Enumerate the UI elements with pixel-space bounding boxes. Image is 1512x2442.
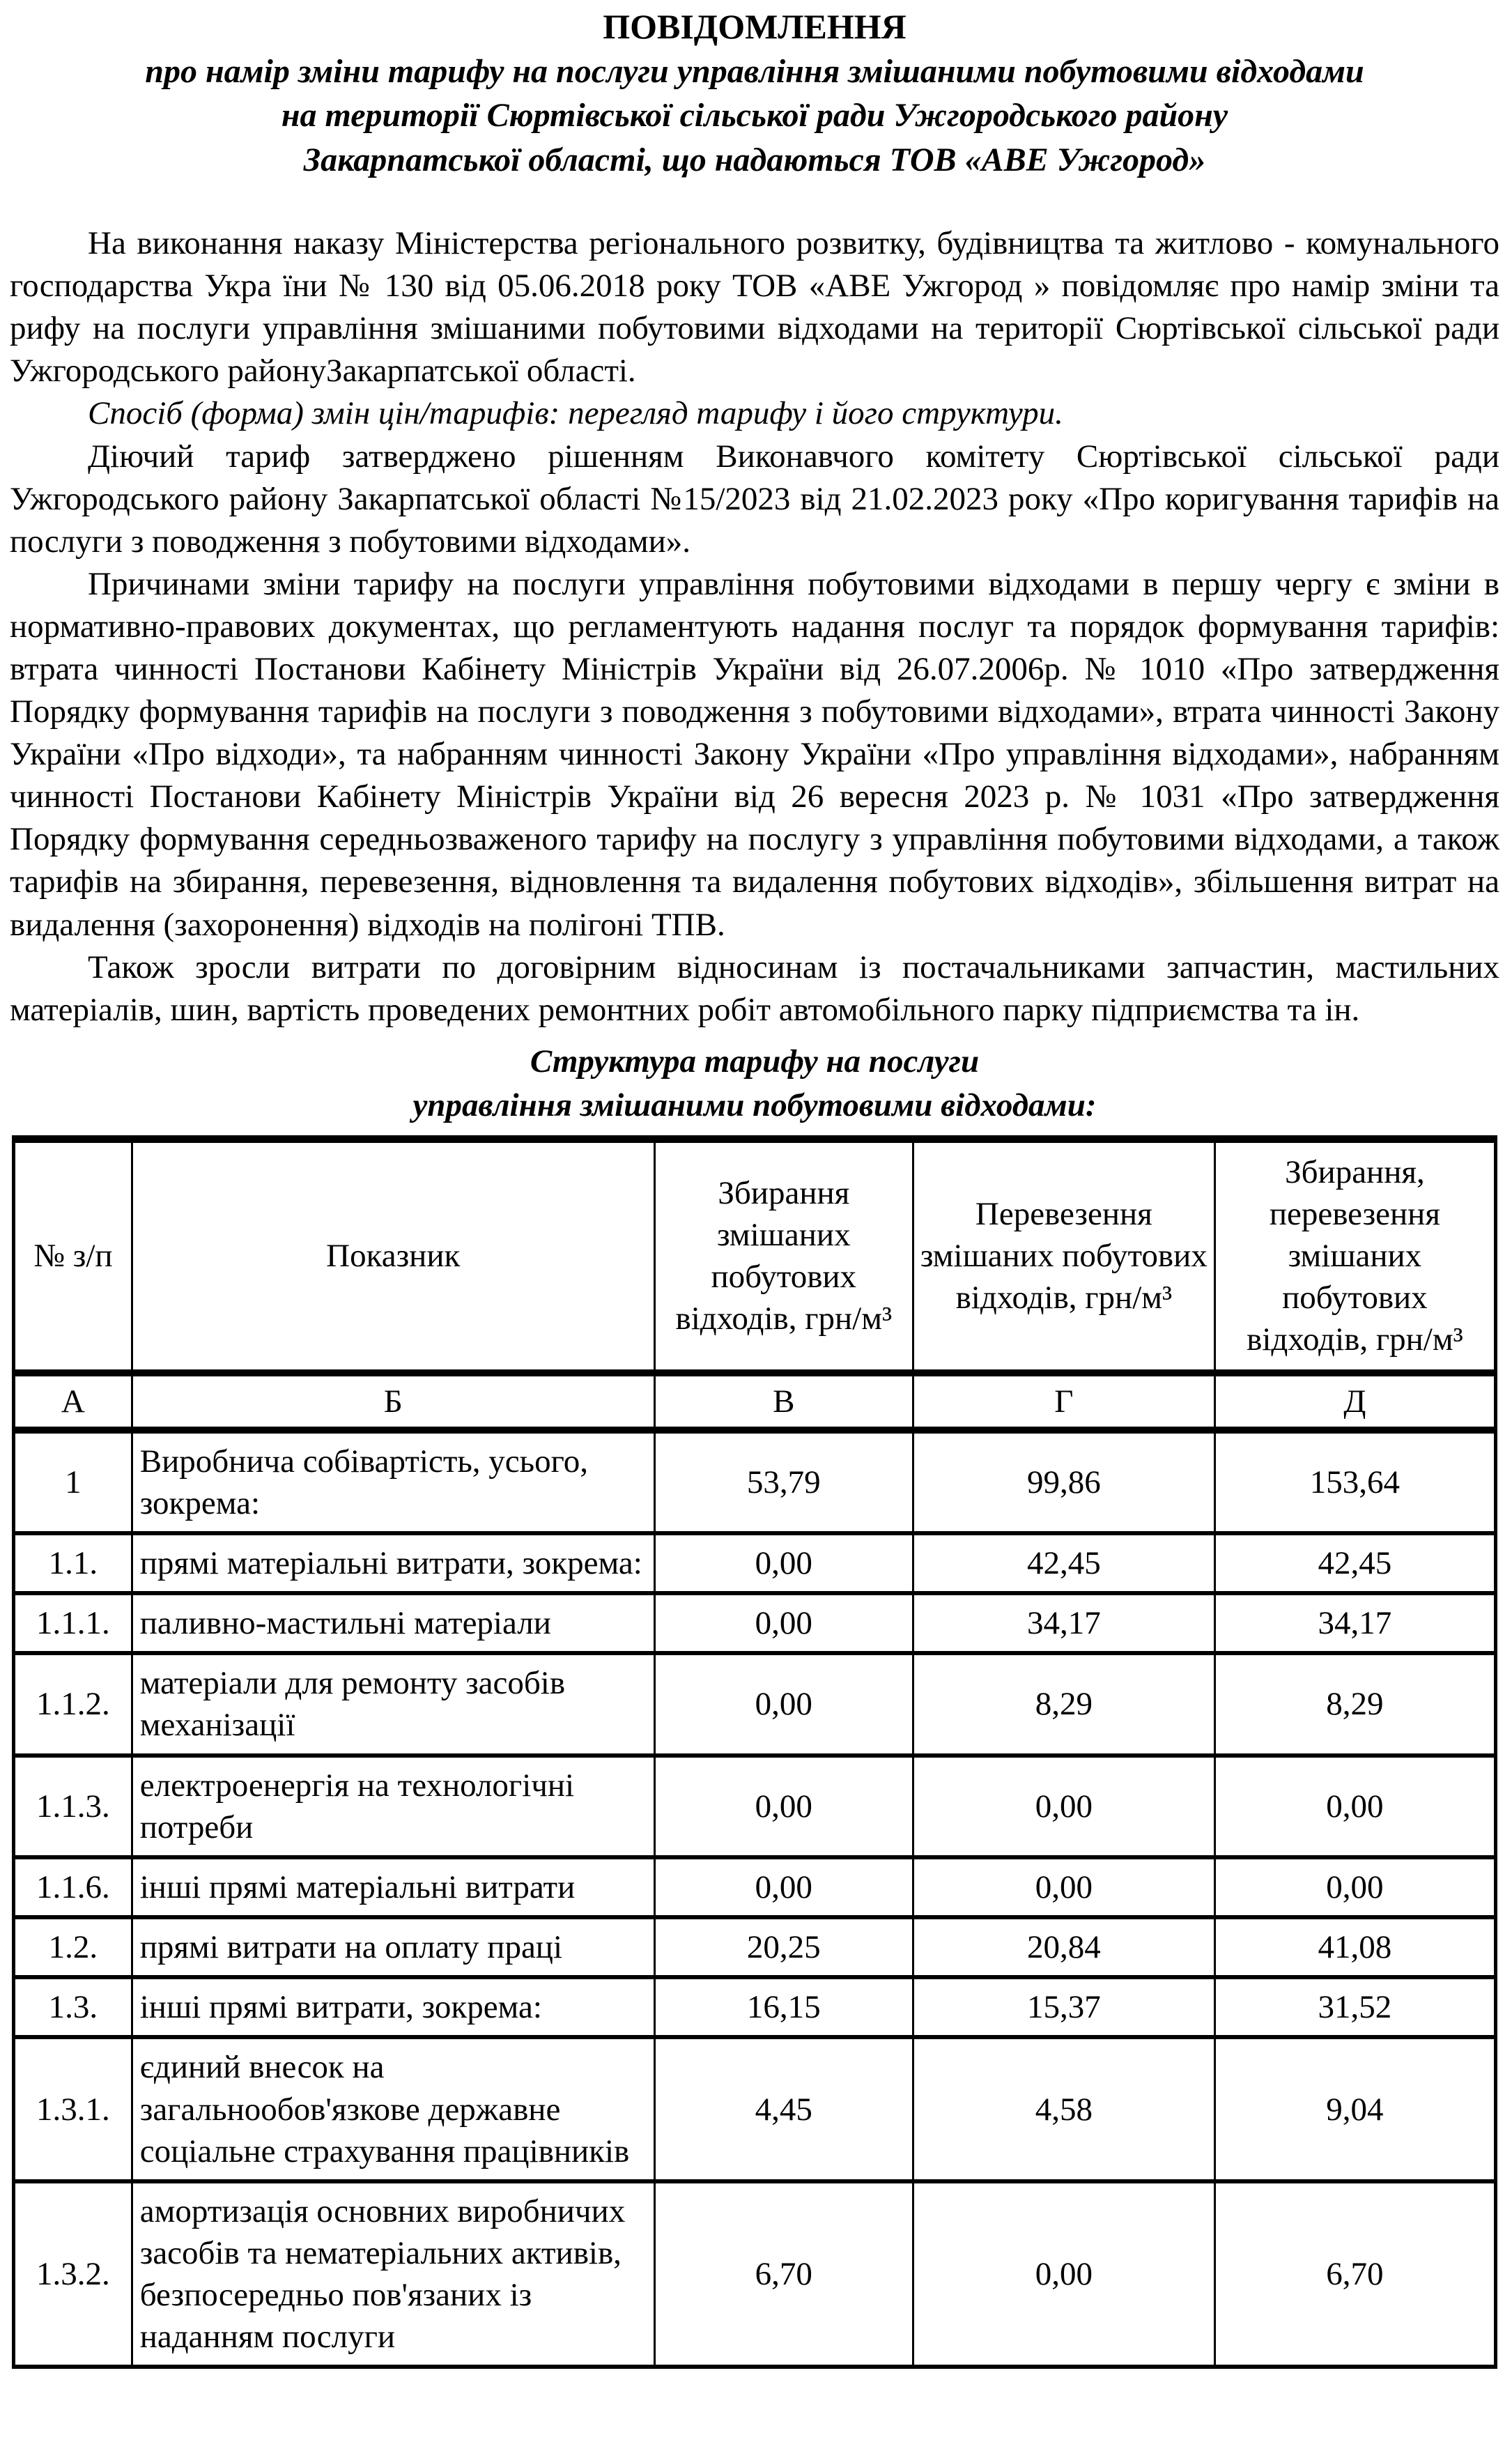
paragraph-other-costs: Також зросли витрати по договірним відносинам із постачальниками запчастин, мастильних матеріалів, шин, вартість проведених ремонтних робіт автомобільного парку підприємства та ін. (10, 949, 1499, 1028)
table-row (14, 2037, 1496, 2181)
header-cell-indicator: Показник (132, 1139, 654, 1372)
doc-title: ПОВІДОМЛЕННЯ (603, 7, 907, 46)
row-value-cell: 6,70 (654, 2181, 913, 2367)
row-number-cell: 1.1.1. (14, 1593, 132, 1653)
row-number-cell: 1.2. (14, 1917, 132, 1977)
row-value-cell: 4,45 (654, 2037, 913, 2181)
row-value-cell: 0,00 (1214, 1756, 1495, 1857)
row-value-cell: 8,29 (913, 1653, 1214, 1755)
row-value-cell: 99,86 (913, 1430, 1214, 1533)
row-value-cell: 8,29 (1214, 1653, 1495, 1755)
row-number-cell: 1.3.2. (14, 2181, 132, 2367)
row-number-cell: 1.3.1. (14, 2037, 132, 2181)
paragraph-current-tariff: Діючий тариф затверджено рішенням Виконавчого комітету Сюртівської сільської ради Ужгородського району Закарпатської області №15/2023 від 21.02.2023 року «Про коригування тарифів на послуги з поводження з побутовими відходами». (10, 438, 1499, 560)
letter-cell-a: А (14, 1373, 132, 1430)
table-row (14, 1977, 1496, 2037)
row-value-cell: 34,17 (1214, 1593, 1495, 1653)
table-caption-line-2: управління змішаними побутовими відходами: (412, 1087, 1097, 1124)
row-value-cell: 34,17 (913, 1593, 1214, 1653)
row-number-cell: 1.1.3. (14, 1756, 132, 1857)
table-row (14, 1857, 1496, 1917)
row-value-cell: 9,04 (1214, 2037, 1495, 2181)
row-value-cell: 0,00 (654, 1756, 913, 1857)
paragraph-change-method: Спосіб (форма) змін цін/тарифів: перегляд тарифу і його структури. (88, 395, 1063, 432)
row-value-cell: 0,00 (654, 1857, 913, 1917)
row-label-cell: єдиний внесок на загальнообов'язкове державне соціальне страхування працівників (132, 2037, 654, 2181)
row-number-cell: 1.1.2. (14, 1653, 132, 1755)
letter-cell-b: Б (132, 1373, 654, 1430)
table-caption-line-1: Структура тарифу на послуги (530, 1043, 980, 1080)
row-value-cell: 0,00 (1214, 1857, 1495, 1917)
row-value-cell: 53,79 (654, 1430, 913, 1533)
row-value-cell: 41,08 (1214, 1917, 1495, 1977)
header-cell-row-number: № з/п (14, 1139, 132, 1372)
table-row (14, 1593, 1496, 1653)
doc-subtitle-line-3: Закарпатської області, що надаються ТОВ «АВЕ Ужгород» (303, 141, 1206, 178)
row-label-cell: інші прямі витрати, зокрема: (132, 1977, 654, 2037)
row-value-cell: 0,00 (654, 1533, 913, 1593)
table-row (14, 1756, 1496, 1857)
row-label-cell: інші прямі матеріальні витрати (132, 1857, 654, 1917)
row-value-cell: 0,00 (913, 1857, 1214, 1917)
row-value-cell: 0,00 (913, 1756, 1214, 1857)
row-label-cell: прямі матеріальні витрати, зокрема: (132, 1533, 654, 1593)
row-value-cell: 4,58 (913, 2037, 1214, 2181)
row-label-cell: амортизація основних виробничих засобів та нематеріальних активів, безпосередньо пов'язаних із наданням послуги (132, 2181, 654, 2367)
row-value-cell: 20,25 (654, 1917, 913, 1977)
table-row (14, 1430, 1496, 1533)
table-row (14, 2181, 1496, 2367)
header-cell-transport: Перевезення змішаних побутових відходів, грн/м³ (913, 1139, 1214, 1372)
row-value-cell: 16,15 (654, 1977, 913, 2037)
row-number-cell: 1 (14, 1430, 132, 1533)
table-row (14, 1533, 1496, 1593)
row-label-cell: електроенергія на технологічні потреби (132, 1756, 654, 1857)
row-value-cell: 31,52 (1214, 1977, 1495, 2037)
row-value-cell: 0,00 (654, 1593, 913, 1653)
row-label-cell: матеріали для ремонту засобів механізації (132, 1653, 654, 1755)
letter-cell-g: Г (913, 1373, 1214, 1430)
row-value-cell: 15,37 (913, 1977, 1214, 2037)
paragraph-change-reasons: Причинами зміни тарифу на послуги управління побутовими відходами в першу чергу є зміни в нормативно-правових документах, що регламентують надання послуг та порядок формування тарифів: втрата чинності Постанови Кабінету Міністрів України від 26.07.2006р. № 1010 «Про затвердження Порядку формування тарифів на послуги з поводження з побутовими відходами», втрата чинності Закону України «Про відходи», та набранням чинності Закону України «Про управління відходами», набранням чинності Постанови Кабінету Міністрів України від 26 вересня 2023 р. № 1031 «Про затвердження Порядку формування середньозваженого тарифу на послугу з управління побутовими відходами, а також тарифів на збирання, перевезення, відновлення та видалення побутових відходів», збільшення витрат на видалення (захоронення) відходів на полігоні ТПВ. (10, 565, 1499, 943)
row-number-cell: 1.1.6. (14, 1857, 132, 1917)
table-header-row (14, 1139, 1496, 1372)
tariff-structure-table (12, 1135, 1497, 2370)
row-value-cell: 0,00 (913, 2181, 1214, 2367)
doc-subtitle-line-1: про намір зміни тарифу на послуги управління змішаними побутовими відходами (145, 53, 1364, 90)
letter-cell-v: В (654, 1373, 913, 1430)
row-label-cell: паливно-мастильні матеріали (132, 1593, 654, 1653)
table-row (14, 1653, 1496, 1755)
header-cell-collection-transport: Збирання, перевезення змішаних побутових відходів, грн/м³ (1214, 1139, 1495, 1372)
table-row (14, 1917, 1496, 1977)
row-value-cell: 20,84 (913, 1917, 1214, 1977)
row-number-cell: 1.1. (14, 1533, 132, 1593)
row-value-cell: 0,00 (654, 1653, 913, 1755)
row-number-cell: 1.3. (14, 1977, 132, 2037)
row-value-cell: 42,45 (913, 1533, 1214, 1593)
paragraph-order-basis: На виконання наказу Міністерства регіонального розвитку, будівництва та житлово - комунального господарства Укра їни № 130 від 05.06.2018 року ТОВ «АВЕ Ужгород » повідомляє про намір зміни та рифу на послуги управління змішаними побутовими відходами на території Сюртівської сільської ради Ужгородського районуЗакарпатської області. (10, 225, 1499, 390)
row-value-cell: 42,45 (1214, 1533, 1495, 1593)
letter-cell-d: Д (1214, 1373, 1495, 1430)
row-value-cell: 6,70 (1214, 2181, 1495, 2367)
row-value-cell: 153,64 (1214, 1430, 1495, 1533)
header-cell-collection: Збирання змішаних побутових відходів, грн/м³ (654, 1139, 913, 1372)
table-letter-row (14, 1373, 1496, 1430)
row-label-cell: Виробнича собівартість, усього, зокрема: (132, 1430, 654, 1533)
doc-subtitle-line-2: на території Сюртівської сільської ради Ужгородського району (281, 97, 1228, 135)
row-label-cell: прямі витрати на оплату праці (132, 1917, 654, 1977)
